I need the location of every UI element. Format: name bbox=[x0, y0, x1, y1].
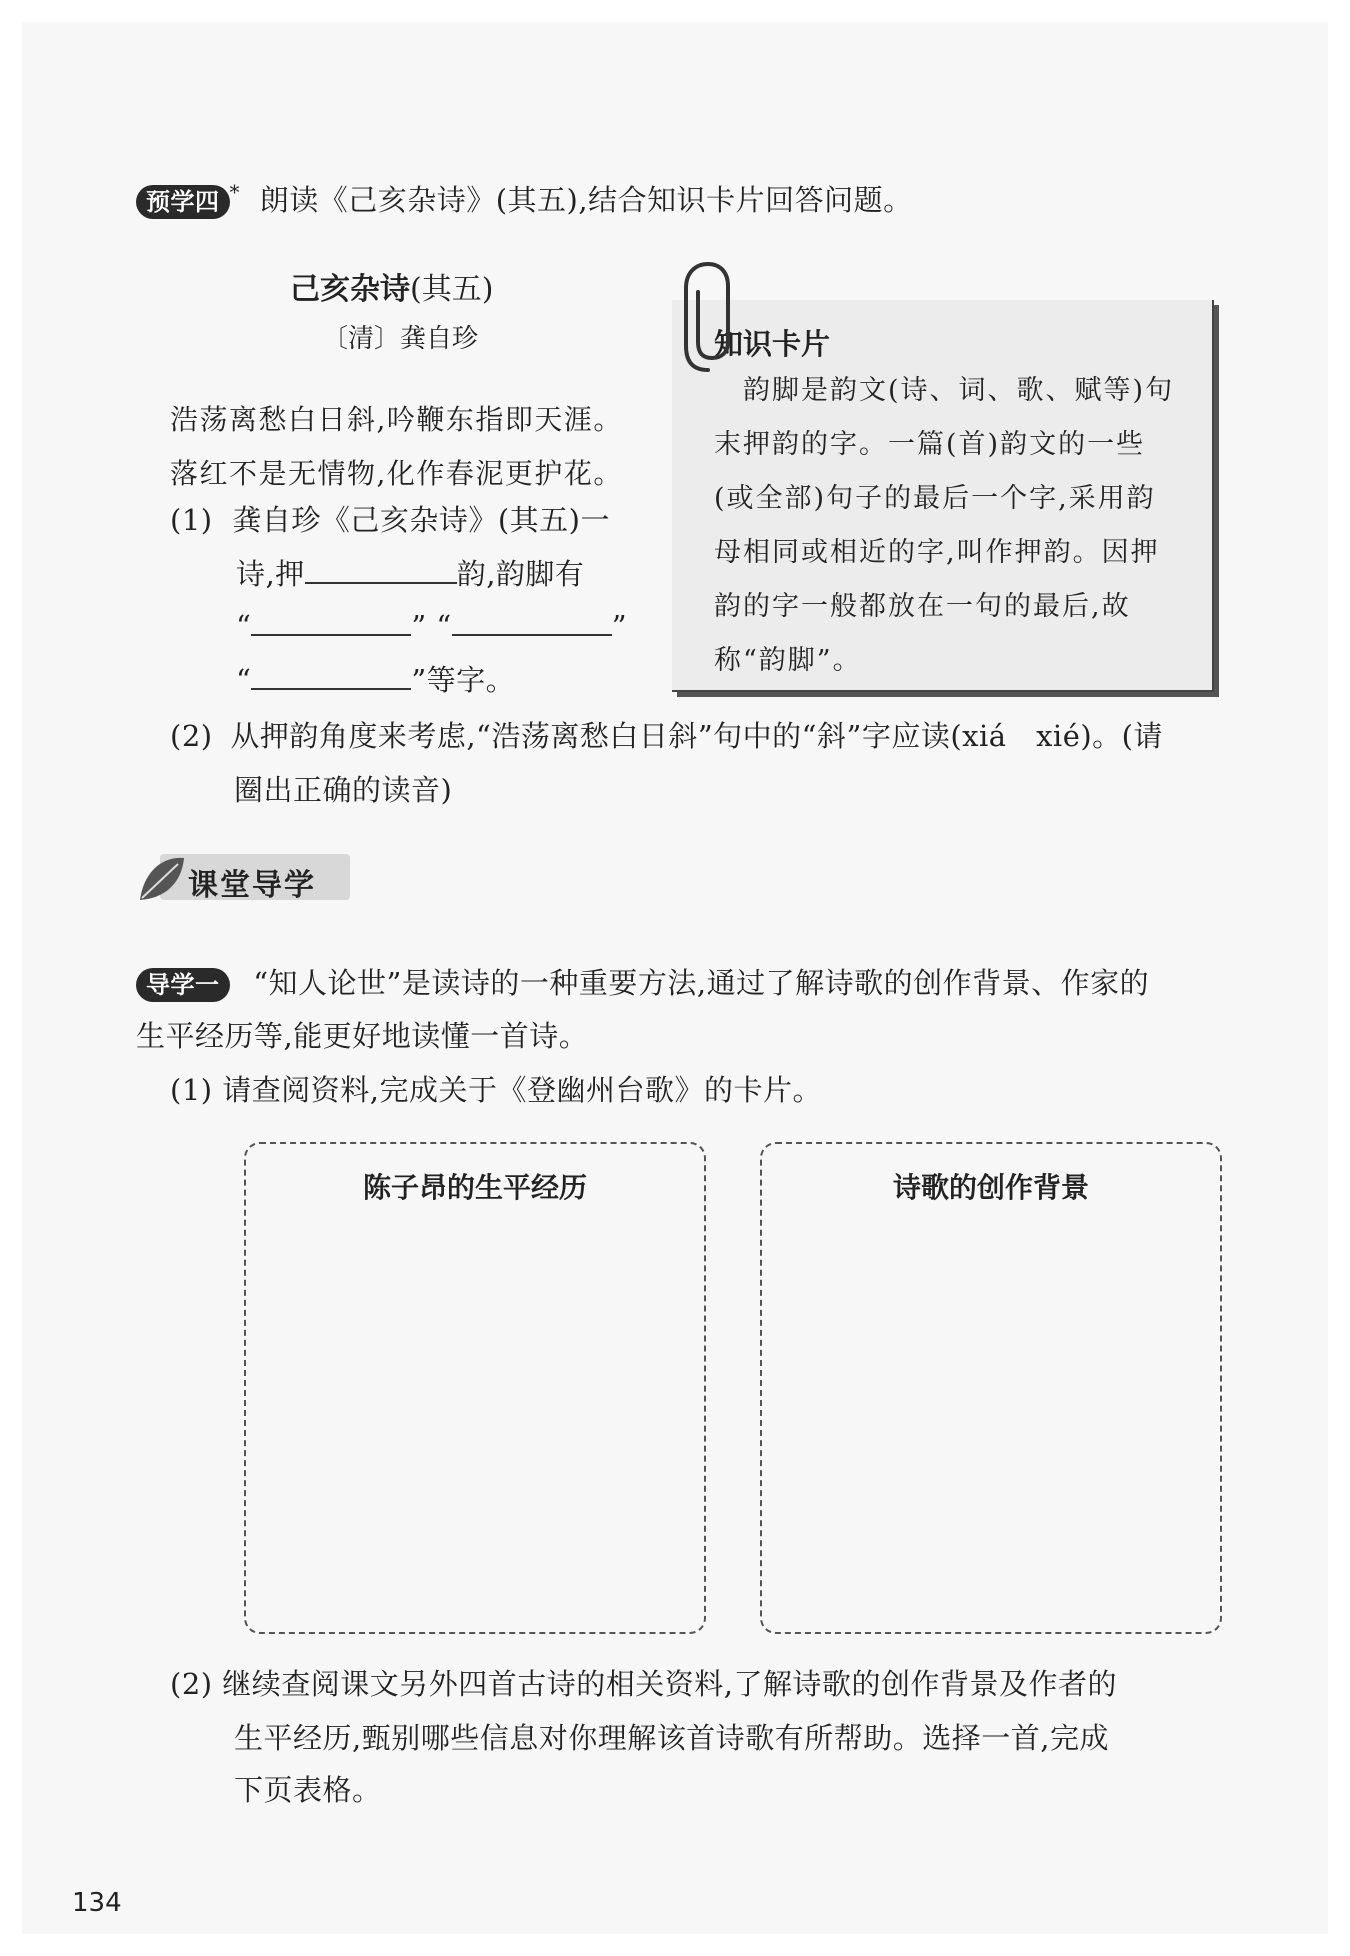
guide1-tag: 导学一 bbox=[136, 968, 230, 1002]
poem-title bbox=[290, 264, 493, 308]
poem-line-1: 浩荡离愁白日斜,吟鞭东指即天涯。 bbox=[170, 403, 623, 436]
quote-close: ” bbox=[611, 609, 628, 643]
q2-number: (2) bbox=[170, 719, 213, 753]
preview4-heading bbox=[136, 182, 913, 219]
paperclip-icon bbox=[678, 258, 738, 378]
section-label: 课堂导学 bbox=[188, 868, 316, 903]
q2-text-1: 从押韵角度来考虑,“浩荡离愁白日斜”句中的“斜”字应读(xiá xié)。(请 bbox=[230, 719, 1163, 753]
quote-open-2: “ bbox=[236, 663, 252, 697]
guide1-line-2: 生平经历等,能更好地读懂一首诗。 bbox=[136, 1019, 589, 1053]
q1-tail: ”等字。 bbox=[411, 663, 516, 697]
preview4-instruction: 朗读《己亥杂诗》(其五),结合知识卡片回答问题。 bbox=[259, 182, 913, 217]
poem-author: 〔清〕龚自珍 bbox=[322, 324, 479, 354]
q1-number: (1) bbox=[170, 503, 213, 537]
background-heading: 诗歌的创作背景 bbox=[892, 1171, 1089, 1204]
guide1-line-1 bbox=[136, 968, 1149, 1002]
knowledge-card-body: 韵脚是韵文(诗、词、歌、赋等)句末押韵的字。一篇(首)韵文的一些(或全部)句子的最后一个字,采用韵母相同或相近的字,叫作押韵。因押韵的字一般都放在一句的最后,故称“韵脚”。 bbox=[714, 375, 1175, 676]
leaf-icon bbox=[134, 850, 190, 906]
guide1-sub-2-line-3: 下页表格。 bbox=[234, 1773, 382, 1807]
knowledge-card bbox=[672, 300, 1214, 692]
guide1-text-1: “知人论世”是读诗的一种重要方法,通过了解诗歌的创作背景、作家的 bbox=[253, 966, 1150, 1000]
q1-line-3 bbox=[236, 609, 628, 643]
q2-line-1 bbox=[170, 719, 1163, 753]
section-header bbox=[130, 848, 350, 906]
life-experience-box[interactable] bbox=[244, 1142, 706, 1634]
guide1-sub-2-line-1: (2) 继续查阅课文另外四首古诗的相关资料,了解诗歌的创作背景及作者的 bbox=[170, 1667, 1118, 1701]
poem-title-sub: (其五) bbox=[410, 272, 494, 307]
poem-title-text: 己亥杂诗 bbox=[290, 272, 410, 307]
guide1-sub-2-line-2: 生平经历,甄别哪些信息对你理解该首诗歌有所帮助。选择一首,完成 bbox=[234, 1721, 1109, 1755]
q1-text-b-post: 韵,韵脚有 bbox=[456, 557, 585, 591]
life-experience-heading: 陈子昂的生平经历 bbox=[362, 1171, 587, 1204]
rhyme-word-blank-1[interactable] bbox=[251, 634, 411, 636]
q1-text-b-pre: 诗,押 bbox=[236, 557, 305, 591]
optional-star: * bbox=[229, 180, 240, 204]
rhyme-word-blank-2[interactable] bbox=[452, 634, 612, 636]
q1-line-1 bbox=[170, 503, 610, 537]
rhyme-word-blank-3[interactable] bbox=[251, 688, 411, 690]
q1-line-2 bbox=[236, 557, 585, 591]
guide1-sub-1: (1) 请查阅资料,完成关于《登幽州台歌》的卡片。 bbox=[170, 1073, 823, 1107]
q1-line-4 bbox=[236, 663, 516, 697]
poem-line-2: 落红不是无情物,化作春泥更护花。 bbox=[170, 457, 623, 490]
preview4-tag: 预学四 bbox=[136, 185, 230, 219]
quote-open: “ bbox=[236, 609, 252, 643]
page-number: 134 bbox=[72, 1888, 122, 1918]
rhyme-blank[interactable] bbox=[305, 582, 457, 584]
q2-line-2: 圈出正确的读音) bbox=[234, 773, 453, 807]
background-box[interactable] bbox=[760, 1142, 1222, 1634]
q1-text-a: 龚自珍《己亥杂诗》(其五)一 bbox=[232, 503, 610, 537]
quote-close-open: ” “ bbox=[411, 609, 452, 643]
knowledge-card-title: 知识卡片 bbox=[714, 327, 831, 361]
